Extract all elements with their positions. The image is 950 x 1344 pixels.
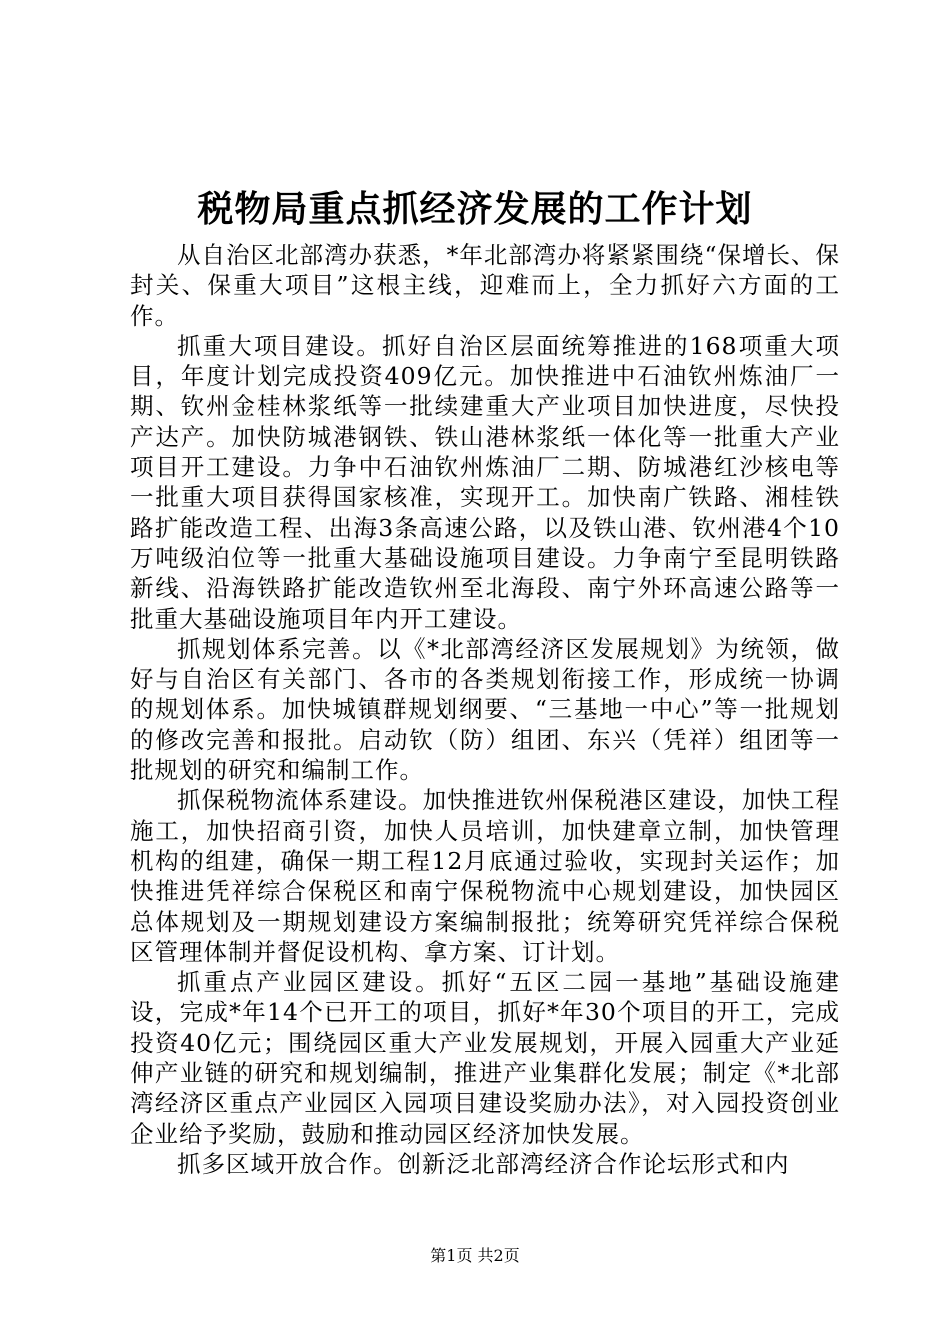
- document-body: [130, 240, 840, 1179]
- paragraph-planning-system: 抓规划体系完善。以《*北部湾经济区发展规划》为统领，做好与自治区有关部门、各市的各类规划衔接工作，形成统一协调的规划体系。加快城镇群规划纲要、“三基地一中心”等一批规划的修改完善和报批。启动钦（防）组团、东兴（凭祥）组团等一批规划的研究和编制工作。: [130, 634, 840, 785]
- paragraph-major-projects: 抓重大项目建设。抓好自治区层面统筹推进的168项重大项目，年度计划完成投资409亿元。加快推进中石油钦州炼油厂一期、钦州金桂林浆纸等一批续建重大产业项目加快进度，尽快投产达产。加快防城港钢铁、铁山港林浆纸一体化等一批重大产业项目开工建设。力争中石油钦州炼油厂二期、防城港红沙核电等一批重大项目获得国家核准，实现开工。加快南广铁路、湘桂铁路扩能改造工程、出海3条高速公路，以及铁山港、钦州港4个10万吨级泊位等一批重大基础设施项目建设。力争南宁至昆明铁路新线、沿海铁路扩能改造钦州至北海段、南宁外环高速公路等一批重大基础设施项目年内开工建设。: [130, 331, 840, 633]
- paragraph-industrial-parks: 抓重点产业园区建设。抓好“五区二园一基地”基础设施建设，完成*年14个已开工的项目，抓好*年30个项目的开工，完成投资40亿元；围绕园区重大产业发展规划，开展入园重大产业延伸产业链的研究和规划编制，推进产业集群化发展；制定《*北部湾经济区重点产业园区入园项目建设奖励办法》，对入园投资创业企业给予奖励，鼓励和推动园区经济加快发展。: [130, 968, 840, 1148]
- paragraph-regional-cooperation: 抓多区域开放合作。创新泛北部湾经济合作论坛形式和内: [177, 1149, 790, 1178]
- page-number-footer: 第1页 共2页: [430, 1246, 520, 1265]
- document-title: 税物局重点抓经济发展的工作计划: [197, 188, 753, 230]
- paragraph-intro: 从自治区北部湾办获悉，*年北部湾办将紧紧围绕“保增长、保封关、保重大项目”这根主线，迎难而上，全力抓好六方面的工作。: [130, 241, 840, 330]
- paragraph-bonded-logistics: 抓保税物流体系建设。加快推进钦州保税港区建设，加快工程施工，加快招商引资，加快人员培训，加快建章立制，加快管理机构的组建，确保一期工程12月底通过验收，实现封关运作；加快推进凭祥综合保税区和南宁保税物流中心规划建设，加快园区总体规划及一期规划建设方案编制报批；统筹研究凭祥综合保税区管理体制并督促设机构、拿方案、订计划。: [130, 786, 840, 966]
